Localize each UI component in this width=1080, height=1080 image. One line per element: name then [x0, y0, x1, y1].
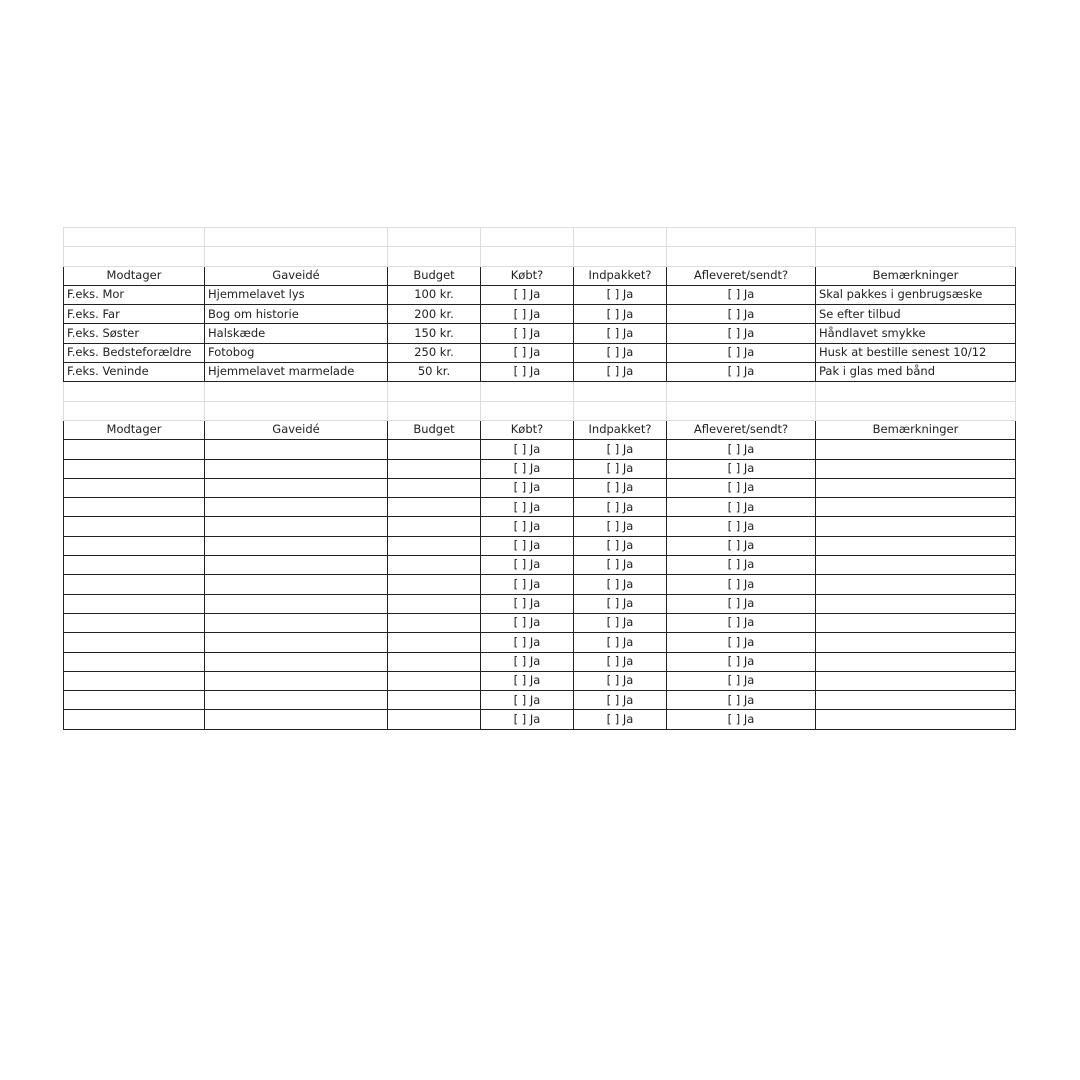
delivered-cell[interactable]: [ ] Ja	[667, 363, 816, 382]
recipient-cell[interactable]	[64, 478, 205, 497]
recipient-cell[interactable]	[64, 691, 205, 710]
header-delivered: Afleveret/sendt?	[667, 420, 816, 439]
blank-row	[64, 536, 1016, 555]
header-wrapped: Indpakket?	[574, 266, 667, 285]
budget-cell[interactable]	[388, 556, 481, 575]
gift-idea-cell[interactable]	[205, 613, 388, 632]
example-row	[64, 285, 1016, 304]
notes-cell[interactable]: Håndlavet smykke	[816, 324, 1016, 343]
blank-row	[64, 594, 1016, 613]
wrapped-cell[interactable]: [ ] Ja	[574, 536, 667, 555]
blank-row	[64, 613, 1016, 632]
wrapped-cell[interactable]: [ ] Ja	[574, 556, 667, 575]
bought-cell[interactable]: [ ] Ja	[481, 285, 574, 304]
bought-cell[interactable]: [ ] Ja	[481, 517, 574, 536]
delivered-cell[interactable]: [ ] Ja	[667, 478, 816, 497]
gift-idea-cell[interactable]: Halskæde	[205, 324, 388, 343]
bought-cell[interactable]: [ ] Ja	[481, 556, 574, 575]
header-gift-idea: Gaveidé	[205, 266, 388, 285]
example-row	[64, 363, 1016, 382]
header-budget: Budget	[388, 266, 481, 285]
gift-idea-cell[interactable]	[205, 478, 388, 497]
recipient-cell[interactable]	[64, 710, 205, 729]
header-recipient: Modtager	[64, 420, 205, 439]
budget-cell[interactable]	[388, 478, 481, 497]
wrapped-cell[interactable]: [ ] Ja	[574, 613, 667, 632]
bought-cell[interactable]: [ ] Ja	[481, 459, 574, 478]
bought-cell[interactable]: [ ] Ja	[481, 478, 574, 497]
bought-cell[interactable]: [ ] Ja	[481, 691, 574, 710]
budget-cell[interactable]: 250 kr.	[388, 343, 481, 362]
notes-cell[interactable]: Husk at bestille senest 10/12	[816, 343, 1016, 362]
wrapped-cell[interactable]: [ ] Ja	[574, 459, 667, 478]
delivered-cell[interactable]: [ ] Ja	[667, 459, 816, 478]
recipient-cell[interactable]	[64, 536, 205, 555]
bought-cell[interactable]: [ ] Ja	[481, 594, 574, 613]
budget-cell[interactable]	[388, 633, 481, 652]
blank-row	[64, 671, 1016, 690]
empty-cell[interactable]	[388, 247, 481, 266]
bought-cell[interactable]: [ ] Ja	[481, 671, 574, 690]
notes-cell[interactable]	[816, 498, 1016, 517]
wrapped-cell[interactable]: [ ] Ja	[574, 305, 667, 324]
gift-idea-cell[interactable]	[205, 536, 388, 555]
recipient-cell[interactable]	[64, 594, 205, 613]
header-bought: Købt?	[481, 420, 574, 439]
delivered-cell[interactable]: [ ] Ja	[667, 575, 816, 594]
bought-cell[interactable]: [ ] Ja	[481, 440, 574, 459]
gift-idea-cell[interactable]	[205, 556, 388, 575]
recipient-cell[interactable]: F.eks. Far	[64, 305, 205, 324]
blank-row	[64, 556, 1016, 575]
blank-row	[64, 459, 1016, 478]
gift-idea-cell[interactable]	[205, 498, 388, 517]
empty-cell[interactable]	[816, 401, 1016, 420]
wrapped-cell[interactable]: [ ] Ja	[574, 363, 667, 382]
delivered-cell[interactable]: [ ] Ja	[667, 633, 816, 652]
gift-idea-cell[interactable]: Hjemmelavet marmelade	[205, 363, 388, 382]
empty-cell[interactable]	[816, 247, 1016, 266]
empty-cell[interactable]	[667, 401, 816, 420]
bought-cell[interactable]: [ ] Ja	[481, 613, 574, 632]
delivered-cell[interactable]: [ ] Ja	[667, 691, 816, 710]
recipient-cell[interactable]: F.eks. Søster	[64, 324, 205, 343]
gift-idea-cell[interactable]: Fotobog	[205, 343, 388, 362]
empty-cell[interactable]	[388, 401, 481, 420]
budget-cell[interactable]	[388, 498, 481, 517]
recipient-cell[interactable]	[64, 652, 205, 671]
wrapped-cell[interactable]: [ ] Ja	[574, 440, 667, 459]
recipient-cell[interactable]	[64, 440, 205, 459]
example-row	[64, 324, 1016, 343]
empty-cell[interactable]	[64, 401, 205, 420]
gift-table	[63, 227, 1016, 730]
header-recipient: Modtager	[64, 266, 205, 285]
budget-cell[interactable]	[388, 459, 481, 478]
wrapped-cell[interactable]: [ ] Ja	[574, 343, 667, 362]
header-notes: Bemærkninger	[816, 420, 1016, 439]
delivered-cell[interactable]: [ ] Ja	[667, 517, 816, 536]
wrapped-cell[interactable]: [ ] Ja	[574, 594, 667, 613]
notes-cell[interactable]	[816, 517, 1016, 536]
gift-idea-cell[interactable]	[205, 652, 388, 671]
bought-cell[interactable]: [ ] Ja	[481, 498, 574, 517]
header-gift-idea: Gaveidé	[205, 420, 388, 439]
wrapped-cell[interactable]: [ ] Ja	[574, 517, 667, 536]
notes-cell[interactable]: Se efter tilbud	[816, 305, 1016, 324]
blank-row	[64, 517, 1016, 536]
header-wrapped: Indpakket?	[574, 420, 667, 439]
gift-idea-cell[interactable]	[205, 459, 388, 478]
bought-cell[interactable]: [ ] Ja	[481, 652, 574, 671]
recipient-cell[interactable]	[64, 517, 205, 536]
bought-cell[interactable]: [ ] Ja	[481, 633, 574, 652]
notes-cell[interactable]	[816, 633, 1016, 652]
bought-cell[interactable]: [ ] Ja	[481, 324, 574, 343]
budget-cell[interactable]	[388, 440, 481, 459]
bought-cell[interactable]: [ ] Ja	[481, 710, 574, 729]
recipient-cell[interactable]: F.eks. Mor	[64, 285, 205, 304]
notes-cell[interactable]	[816, 556, 1016, 575]
recipient-cell[interactable]: F.eks. Veninde	[64, 363, 205, 382]
delivered-cell[interactable]: [ ] Ja	[667, 556, 816, 575]
gift-idea-cell[interactable]	[205, 517, 388, 536]
recipient-cell[interactable]	[64, 498, 205, 517]
notes-cell[interactable]	[816, 613, 1016, 632]
delivered-cell[interactable]: [ ] Ja	[667, 671, 816, 690]
empty-cell[interactable]	[574, 247, 667, 266]
wrapped-cell[interactable]: [ ] Ja	[574, 324, 667, 343]
budget-cell[interactable]	[388, 652, 481, 671]
budget-cell[interactable]: 200 kr.	[388, 305, 481, 324]
blank-table-header-row	[64, 420, 1016, 439]
empty-cell[interactable]	[205, 382, 388, 401]
empty-cell[interactable]	[816, 228, 1016, 247]
blank-row	[64, 691, 1016, 710]
empty-cell[interactable]	[667, 382, 816, 401]
delivered-cell[interactable]: [ ] Ja	[667, 613, 816, 632]
header-budget: Budget	[388, 420, 481, 439]
empty-cell[interactable]	[816, 382, 1016, 401]
notes-cell[interactable]	[816, 459, 1016, 478]
wrapped-cell[interactable]: [ ] Ja	[574, 691, 667, 710]
blank-row	[64, 478, 1016, 497]
header-delivered: Afleveret/sendt?	[667, 266, 816, 285]
empty-cell[interactable]	[481, 382, 574, 401]
example-table-header-row	[64, 266, 1016, 285]
empty-cell[interactable]	[64, 382, 205, 401]
budget-cell[interactable]	[388, 691, 481, 710]
empty-cell[interactable]	[481, 228, 574, 247]
gift-idea-cell[interactable]	[205, 633, 388, 652]
notes-cell[interactable]	[816, 710, 1016, 729]
recipient-cell[interactable]: F.eks. Bedsteforældre	[64, 343, 205, 362]
blank-row	[64, 633, 1016, 652]
empty-cell[interactable]	[64, 247, 205, 266]
spacer-row	[64, 228, 1016, 247]
delivered-cell[interactable]: [ ] Ja	[667, 324, 816, 343]
gift-table-body	[64, 228, 1016, 730]
budget-cell[interactable]	[388, 613, 481, 632]
blank-row	[64, 652, 1016, 671]
recipient-cell[interactable]	[64, 613, 205, 632]
bought-cell[interactable]: [ ] Ja	[481, 575, 574, 594]
empty-cell[interactable]	[205, 247, 388, 266]
empty-cell[interactable]	[205, 401, 388, 420]
gift-idea-cell[interactable]	[205, 440, 388, 459]
budget-cell[interactable]: 100 kr.	[388, 285, 481, 304]
delivered-cell[interactable]: [ ] Ja	[667, 285, 816, 304]
gift-idea-cell[interactable]	[205, 691, 388, 710]
empty-cell[interactable]	[667, 247, 816, 266]
delivered-cell[interactable]: [ ] Ja	[667, 440, 816, 459]
gift-idea-cell[interactable]: Bog om historie	[205, 305, 388, 324]
notes-cell[interactable]: Pak i glas med bånd	[816, 363, 1016, 382]
bought-cell[interactable]: [ ] Ja	[481, 363, 574, 382]
budget-cell[interactable]	[388, 536, 481, 555]
blank-row	[64, 498, 1016, 517]
wrapped-cell[interactable]: [ ] Ja	[574, 285, 667, 304]
gift-idea-cell[interactable]	[205, 671, 388, 690]
bought-cell[interactable]: [ ] Ja	[481, 305, 574, 324]
notes-cell[interactable]	[816, 594, 1016, 613]
empty-cell[interactable]	[388, 228, 481, 247]
notes-cell[interactable]	[816, 575, 1016, 594]
delivered-cell[interactable]: [ ] Ja	[667, 305, 816, 324]
empty-cell[interactable]	[574, 401, 667, 420]
header-notes: Bemærkninger	[816, 266, 1016, 285]
empty-cell[interactable]	[667, 228, 816, 247]
empty-cell[interactable]	[205, 228, 388, 247]
blank-row	[64, 575, 1016, 594]
example-row	[64, 343, 1016, 362]
delivered-cell[interactable]: [ ] Ja	[667, 594, 816, 613]
wrapped-cell[interactable]: [ ] Ja	[574, 652, 667, 671]
blank-row	[64, 440, 1016, 459]
empty-cell[interactable]	[64, 228, 205, 247]
budget-cell[interactable]	[388, 710, 481, 729]
wrapped-cell[interactable]: [ ] Ja	[574, 498, 667, 517]
recipient-cell[interactable]	[64, 556, 205, 575]
delivered-cell[interactable]: [ ] Ja	[667, 343, 816, 362]
recipient-cell[interactable]	[64, 575, 205, 594]
gift-idea-cell[interactable]	[205, 710, 388, 729]
wrapped-cell[interactable]: [ ] Ja	[574, 710, 667, 729]
recipient-cell[interactable]	[64, 633, 205, 652]
notes-cell[interactable]	[816, 536, 1016, 555]
budget-cell[interactable]: 50 kr.	[388, 363, 481, 382]
empty-cell[interactable]	[388, 382, 481, 401]
empty-cell[interactable]	[481, 247, 574, 266]
budget-cell[interactable]	[388, 671, 481, 690]
notes-cell[interactable]	[816, 671, 1016, 690]
empty-cell[interactable]	[574, 382, 667, 401]
gift-planner-sheet	[63, 227, 1015, 730]
gift-idea-cell[interactable]	[205, 594, 388, 613]
budget-cell[interactable]	[388, 594, 481, 613]
wrapped-cell[interactable]: [ ] Ja	[574, 478, 667, 497]
spacer-row	[64, 401, 1016, 420]
budget-cell[interactable]	[388, 517, 481, 536]
notes-cell[interactable]	[816, 478, 1016, 497]
notes-cell[interactable]: Skal pakkes i genbrugsæske	[816, 285, 1016, 304]
bought-cell[interactable]: [ ] Ja	[481, 536, 574, 555]
notes-cell[interactable]	[816, 440, 1016, 459]
recipient-cell[interactable]	[64, 459, 205, 478]
budget-cell[interactable]: 150 kr.	[388, 324, 481, 343]
delivered-cell[interactable]: [ ] Ja	[667, 498, 816, 517]
empty-cell[interactable]	[574, 228, 667, 247]
blank-row	[64, 710, 1016, 729]
empty-cell[interactable]	[481, 401, 574, 420]
header-bought: Købt?	[481, 266, 574, 285]
gift-idea-cell[interactable]: Hjemmelavet lys	[205, 285, 388, 304]
wrapped-cell[interactable]: [ ] Ja	[574, 633, 667, 652]
example-row	[64, 305, 1016, 324]
spacer-row	[64, 382, 1016, 401]
notes-cell[interactable]	[816, 691, 1016, 710]
delivered-cell[interactable]: [ ] Ja	[667, 652, 816, 671]
recipient-cell[interactable]	[64, 671, 205, 690]
notes-cell[interactable]	[816, 652, 1016, 671]
wrapped-cell[interactable]: [ ] Ja	[574, 575, 667, 594]
wrapped-cell[interactable]: [ ] Ja	[574, 671, 667, 690]
bought-cell[interactable]: [ ] Ja	[481, 343, 574, 362]
spacer-row	[64, 247, 1016, 266]
gift-idea-cell[interactable]	[205, 575, 388, 594]
budget-cell[interactable]	[388, 575, 481, 594]
delivered-cell[interactable]: [ ] Ja	[667, 536, 816, 555]
delivered-cell[interactable]: [ ] Ja	[667, 710, 816, 729]
